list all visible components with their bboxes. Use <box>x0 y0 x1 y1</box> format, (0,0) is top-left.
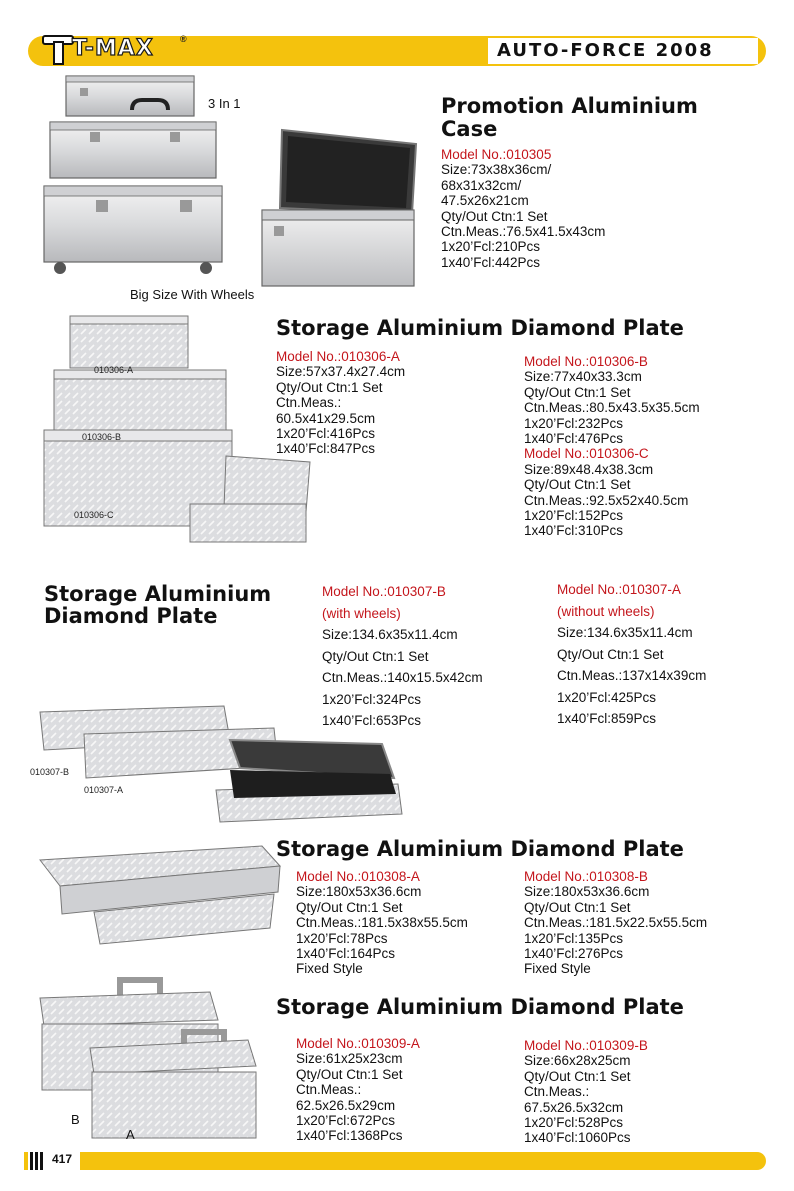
tag-010306-c: 010306-C <box>74 510 114 520</box>
spec-line: Ctn.Meas.:140x15.5x42cm <box>322 670 483 685</box>
spec-line: Ctn.Meas.:137x14x39cm <box>557 668 707 683</box>
spec-block-010307-a <box>557 579 706 730</box>
spec-line: Size:77x40x33.3cm <box>524 369 642 385</box>
three-in-one-caption: 3 In 1 <box>208 96 241 111</box>
spec-line: Ctn.Meas.:76.5x41.5x43cm <box>441 224 606 240</box>
spec-line: Ctn.Meas.: <box>276 395 342 411</box>
spec-line: 1x20’Fcl:152Pcs <box>524 508 624 524</box>
spec-block-010306-b <box>524 354 700 539</box>
spec-line: Qty/Out Ctn:1 Set <box>296 1066 403 1082</box>
spec-line: 1x40’Fcl:276Pcs <box>524 946 624 962</box>
spec-line: Qty/Out Ctn:1 Set <box>296 899 403 915</box>
spec-line: Size:134.6x35x11.4cm <box>322 627 458 642</box>
big-size-caption: Big Size With Wheels <box>130 287 255 302</box>
tag-box-a: A <box>126 1127 135 1142</box>
spec-line: 1x40’Fcl:476Pcs <box>524 431 624 447</box>
spec-line: 1x40’Fcl:847Pcs <box>276 441 376 457</box>
spec-line: 1x40’Fcl:653Pcs <box>322 713 422 728</box>
t-hammer-icon <box>42 34 76 66</box>
model-number: Model No.:010305 <box>441 147 552 162</box>
spec-line: Size:134.6x35x11.4cm <box>557 625 693 640</box>
spec-line: 60.5x41x29.5cm <box>276 410 376 426</box>
truck-box-image <box>34 842 284 948</box>
model-note: (with wheels) <box>322 605 401 621</box>
spec-line: 1x20’Fcl:232Pcs <box>524 415 624 431</box>
spec-block-010309-b <box>524 1038 648 1146</box>
model-number: Model No.:010306-C <box>524 446 649 462</box>
spec-line: 67.5x26.5x32cm <box>524 1099 624 1115</box>
spec-line: 1x20’Fcl:425Pcs <box>557 689 657 705</box>
tag-box-b: B <box>71 1112 80 1127</box>
spec-line: Size:180x53x36.6cm <box>296 884 422 900</box>
model-note: (without wheels) <box>557 603 655 619</box>
spec-line: Qty/Out Ctn:1 Set <box>524 899 631 915</box>
spec-block-010309-a <box>296 1036 420 1144</box>
section2-title: Storage Aluminium Diamond Plate <box>276 316 684 340</box>
tag-010306-a: 010306-A <box>94 365 134 375</box>
header-title: AUTO-FORCE 2008 <box>497 40 714 61</box>
footer-bar <box>28 1152 766 1170</box>
spec-line: Ctn.Meas.: <box>524 1084 590 1100</box>
registered-mark: ® <box>180 34 187 44</box>
spec-line: 1x20’Fcl:135Pcs <box>524 930 624 946</box>
spec-line: Qty/Out Ctn:1 Set <box>322 648 429 664</box>
spec-line: 1x40’Fcl:164Pcs <box>296 946 396 962</box>
section3-title-line1: Storage Aluminium <box>44 582 272 606</box>
brand-name: T-MAX <box>72 36 154 61</box>
spec-line: Size:57x37.4x27.4cm <box>276 364 406 380</box>
tool-boxes-image <box>34 968 274 1148</box>
spec-line: 1x40’Fcl:1368Pcs <box>296 1128 403 1144</box>
spec-line: 1x20’Fcl:210Pcs <box>441 239 541 255</box>
spec-line: Fixed Style <box>524 961 591 977</box>
spec-line: Fixed Style <box>296 961 363 977</box>
spec-line: Size:180x53x36.6cm <box>524 884 650 900</box>
page-stripes-icon <box>24 1152 44 1170</box>
spec-line: Qty/Out Ctn:1 Set <box>524 384 631 400</box>
spec-line: 1x20’Fcl:324Pcs <box>322 691 422 707</box>
spec-line: Size:66x28x25cm <box>524 1053 631 1069</box>
tag-010307-b: 010307-B <box>30 767 70 777</box>
spec-line: 62.5x26.5x29cm <box>296 1097 396 1113</box>
model-number: Model No.:010308-A <box>296 869 420 884</box>
spec-line: 1x20’Fcl:672Pcs <box>296 1113 396 1129</box>
spec-line: 1x20’Fcl:416Pcs <box>276 426 376 442</box>
spec-line: Ctn.Meas.:181.5x22.5x55.5cm <box>524 915 708 931</box>
spec-line: 47.5x26x21cm <box>441 193 529 209</box>
model-number: Model No.:010306-B <box>524 354 648 369</box>
promotion-case-title-line2: Case <box>441 117 498 141</box>
open-case-image <box>252 126 430 294</box>
long-cases-image <box>34 700 408 828</box>
tag-010307-a: 010307-A <box>84 785 124 795</box>
spec-line: 1x40’Fcl:310Pcs <box>524 523 624 539</box>
spec-line: Qty/Out Ctn:1 Set <box>557 646 664 662</box>
spec-line: Ctn.Meas.:92.5x52x40.5cm <box>524 492 689 508</box>
spec-line: Size:61x25x23cm <box>296 1051 403 1067</box>
model-number: Model No.:010306-A <box>276 349 400 364</box>
spec-line: 1x40’Fcl:1060Pcs <box>524 1130 631 1146</box>
spec-block-010308-a <box>296 869 468 977</box>
spec-line: Qty/Out Ctn:1 Set <box>524 477 631 493</box>
spec-line: 1x40’Fcl:859Pcs <box>557 711 657 726</box>
section3-title-line2: Diamond Plate <box>44 604 218 628</box>
spec-line: 68x31x32cm/ <box>441 177 522 193</box>
page-number: 417 <box>52 1152 73 1166</box>
promotion-case-title-line1: Promotion Aluminium <box>441 94 698 118</box>
spec-line: 1x20’Fcl:528Pcs <box>524 1115 624 1131</box>
spec-line: Ctn.Meas.:181.5x38x55.5cm <box>296 915 468 931</box>
spec-line: Size:89x48.4x38.3cm <box>524 461 654 477</box>
brand-logo <box>38 32 186 68</box>
spec-line: Qty/Out Ctn:1 Set <box>441 208 548 224</box>
spec-line: 1x20’Fcl:78Pcs <box>296 930 388 946</box>
three-in-one-case-image <box>40 72 230 292</box>
spec-line: Qty/Out Ctn:1 Set <box>276 379 383 395</box>
spec-line: 1x40’Fcl:442Pcs <box>441 254 541 270</box>
spec-block-010308-b <box>524 869 707 977</box>
spec-line: Ctn.Meas.:80.5x43.5x35.5cm <box>524 400 700 416</box>
spec-block-010306-a <box>276 349 405 457</box>
model-number: Model No.:010309-A <box>296 1036 420 1051</box>
model-number: Model No.:010307-B <box>322 584 446 599</box>
model-number: Model No.:010308-B <box>524 869 648 884</box>
model-number: Model No.:010307-A <box>557 582 681 597</box>
spec-line: Qty/Out Ctn:1 Set <box>524 1068 631 1084</box>
spec-line: Size:73x38x36cm/ <box>441 162 552 178</box>
spec-line: Ctn.Meas.: <box>296 1082 362 1098</box>
section5-title: Storage Aluminium Diamond Plate <box>276 995 684 1019</box>
model-number: Model No.:010309-B <box>524 1038 648 1053</box>
section4-title: Storage Aluminium Diamond Plate <box>276 837 684 861</box>
tag-010306-b: 010306-B <box>82 432 122 442</box>
spec-block-010305 <box>441 147 605 270</box>
